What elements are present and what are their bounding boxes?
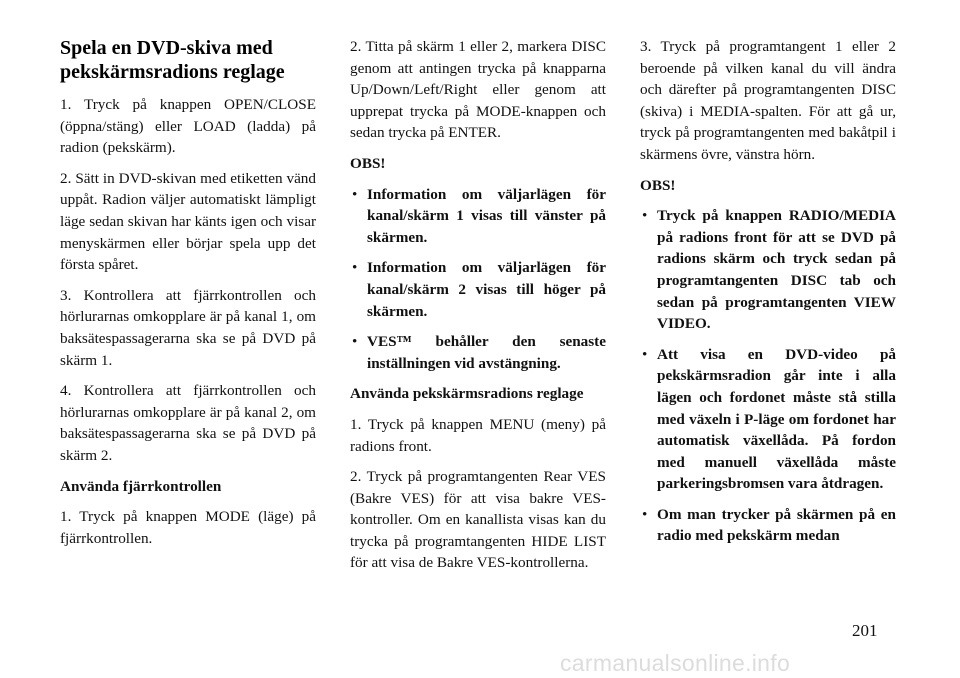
step-paragraph: 2. Sätt in DVD-skivan med etiketten vänd uppåt. Radion väljer automatiskt lämpligt läge sedan skivan har känts igen och visar menyskärmen eller börjar spela upp det första spåret. — [60, 169, 316, 274]
step-paragraph: 2. Titta på skärm 1 eller 2, markera DISC genom att antingen trycka på knapparna Up/Down/Left/Right eller genom att upprepat trycka på MODE-knappen och sedan trycka på ENTER. — [350, 38, 606, 142]
subheading-touch: Använda pekskärmsradions reglage — [350, 385, 584, 403]
watermark: carmanualsonline.info — [560, 650, 791, 676]
note-item: • Att visa en DVD-video på pekskärmsradion går inte i alla lägen och fordonet måste stå stilla med växeln i P-läge om fordonet har automatisk växellåda. På fordon med manuell växellåda måste parkeringsbromsen vara åtdragen. — [640, 344, 896, 495]
obs-label: OBS! — [640, 176, 676, 194]
notes-list — [640, 205, 896, 547]
step-paragraph: 3. Kontrollera att fjärrkontrollen och hörlurarnas omkopplare är på kanal 1, om baksätespassagerarna ska se på DVD på skärm 1. — [60, 286, 316, 369]
note-item: • Om man trycker på skärmen på en radio med pekskärm medan — [640, 504, 896, 547]
column-left — [60, 30, 316, 558]
step-paragraph: 3. Tryck på programtangent 1 eller 2 beroende på vilken kanal du vill ändra och därefter på programtangenten DISC (skiva) i MEDIA-spalten. För att gå ur, tryck på programtangenten med bakåtpil i skärmens övre, vänstra hörn. — [640, 38, 896, 163]
obs-label: OBS! — [350, 154, 386, 172]
section-title: Spela en DVD-skiva med pekskärmsradions reglage — [60, 37, 285, 83]
page-number: 201 — [852, 621, 878, 640]
note-item: • VES™ behåller den senaste inställningen vid avstängning. — [350, 331, 606, 374]
step-paragraph: 1. Tryck på knappen OPEN/CLOSE (öppna/stäng) eller LOAD (ladda) på radion (pekskärm). — [60, 96, 316, 157]
notes-list — [350, 184, 606, 375]
step-paragraph: 1. Tryck på knappen MODE (läge) på fjärrkontrollen. — [60, 508, 316, 547]
subheading-remote: Använda fjärrkontrollen — [60, 477, 222, 495]
step-paragraph: 2. Tryck på programtangenten Rear VES (Bakre VES) för att visa bakre VES-kontroller. Om en kanallista visas kan du trycka på programtangenten HIDE LIST för att visa de Bakre VES-kontrollerna. — [350, 468, 606, 572]
note-item: • Information om väljarlägen för kanal/skärm 1 visas till vänster på skärmen. — [350, 184, 606, 249]
column-right — [640, 36, 896, 556]
note-item: • Tryck på knappen RADIO/MEDIA på radions front för att se DVD på radions skärm och tryck sedan på programtangenten DISC tab och sedan på programtangenten VIEW VIDEO. — [640, 205, 896, 335]
step-paragraph: 1. Tryck på knappen MENU (meny) på radions front. — [350, 415, 606, 455]
column-middle — [350, 36, 606, 583]
step-paragraph: 4. Kontrollera att fjärrkontrollen och hörlurarnas omkopplare är på kanal 2, om baksätespassagerarna ska se på DVD på skärm 2. — [60, 382, 316, 464]
note-item: • Information om väljarlägen för kanal/skärm 2 visas till höger på skärmen. — [350, 257, 606, 322]
